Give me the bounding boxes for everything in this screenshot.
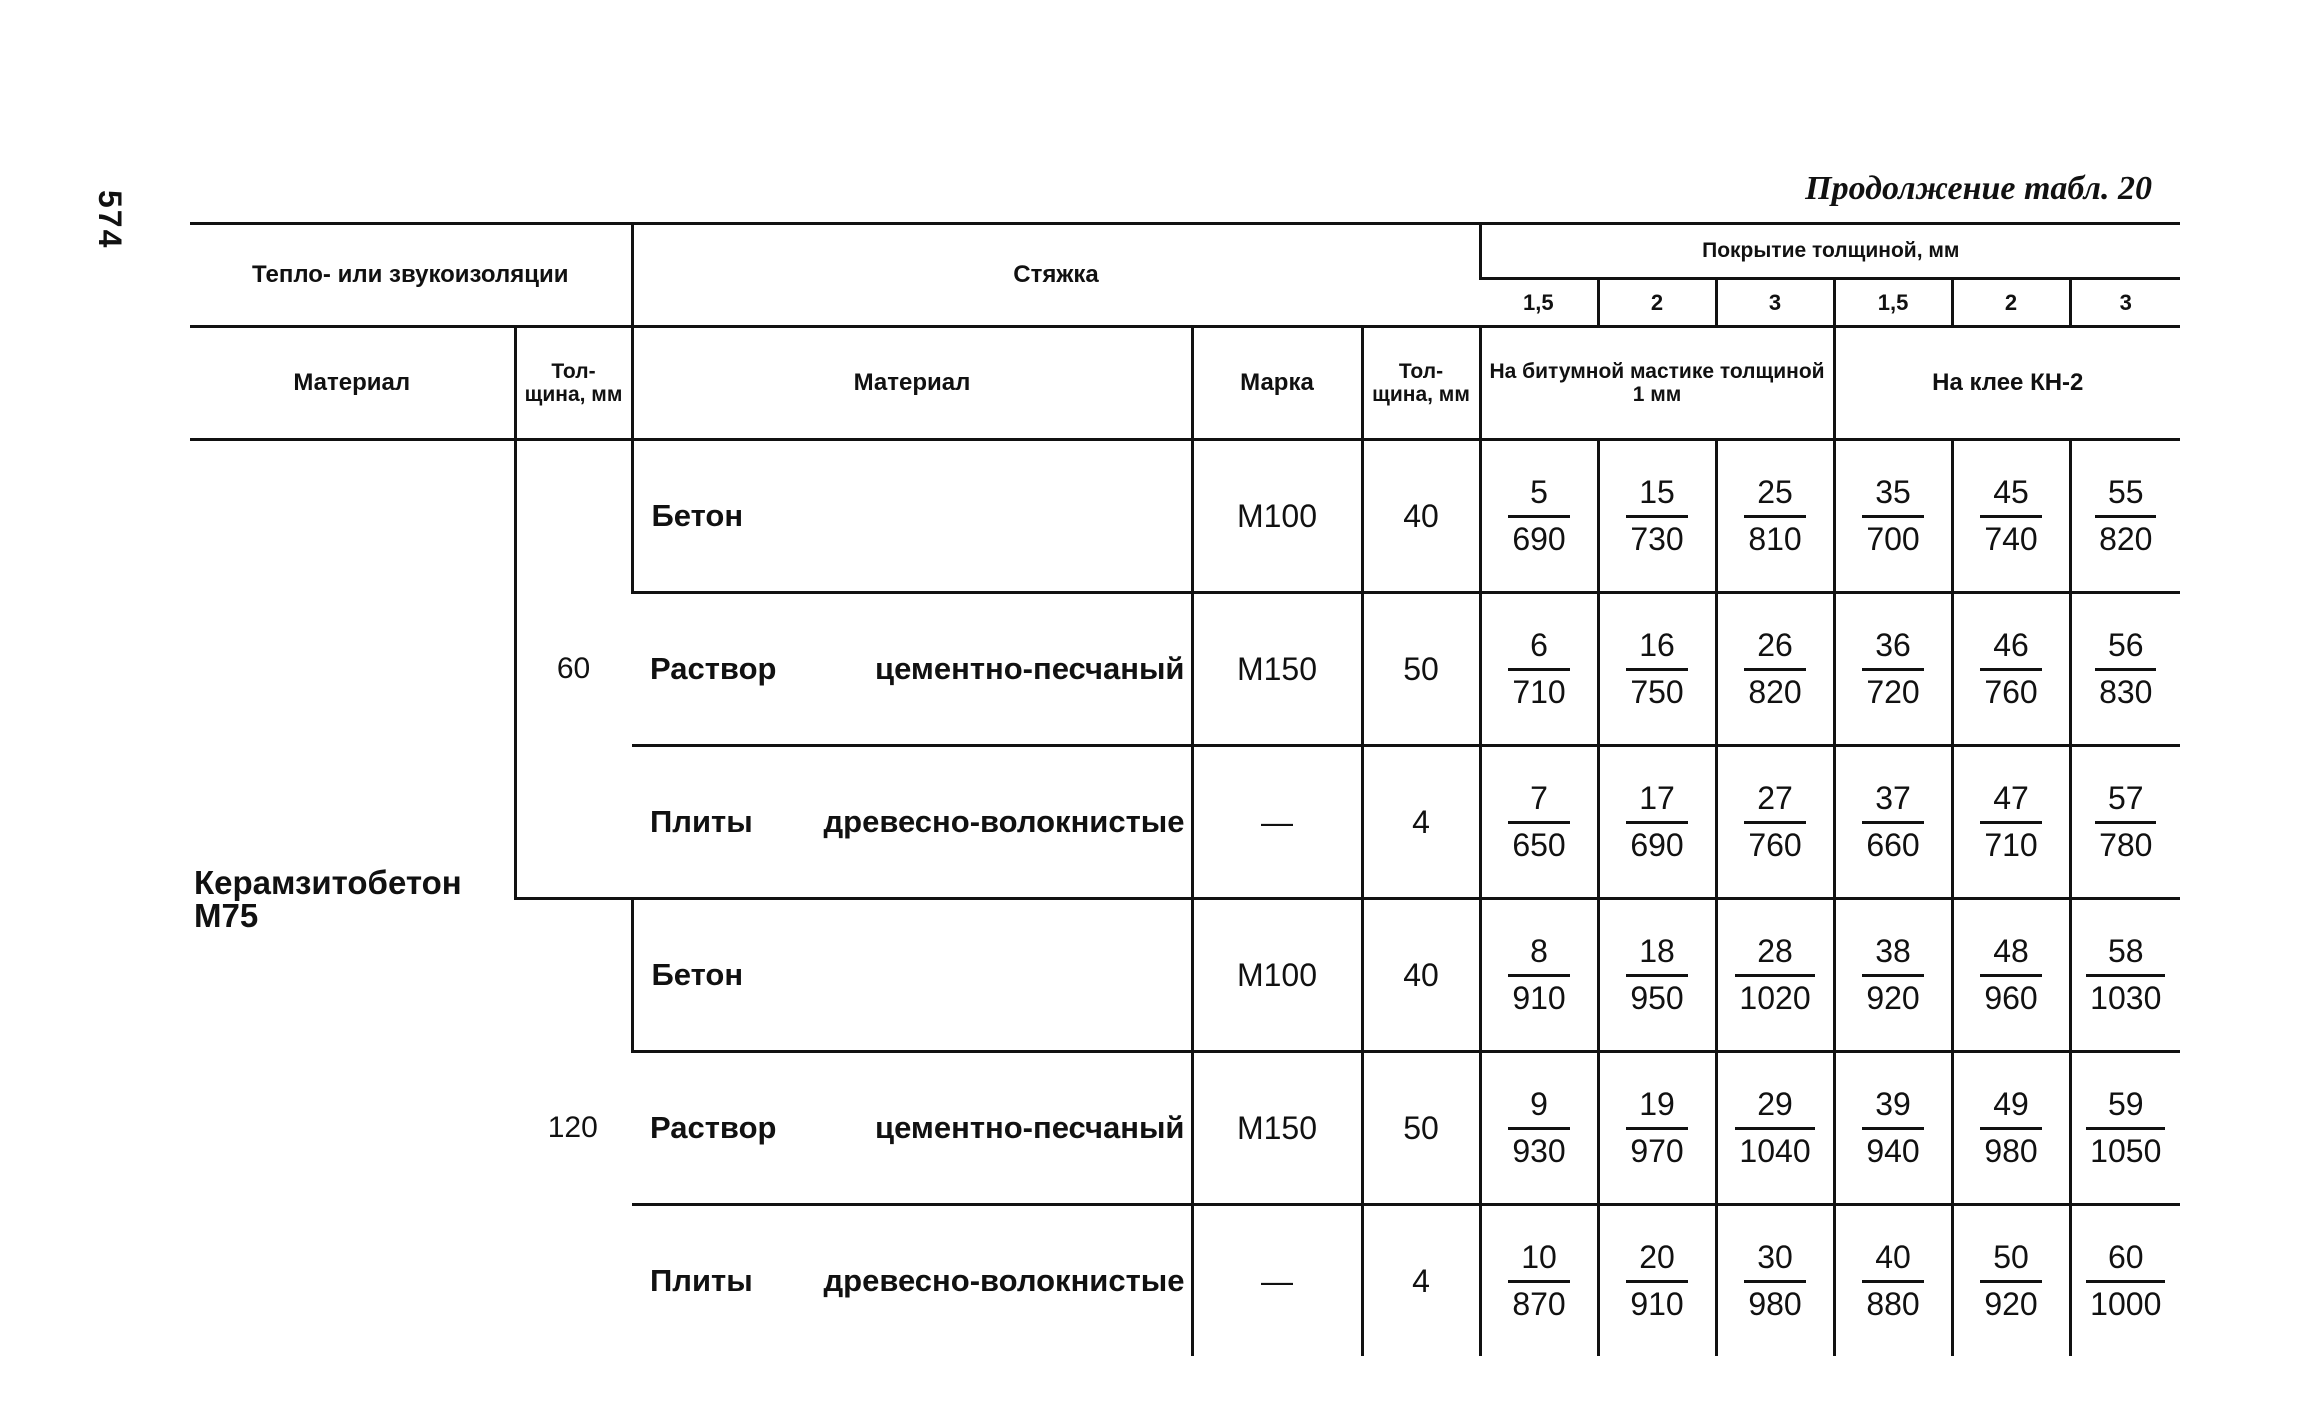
fraction-numerator: 48 xyxy=(1980,934,2041,977)
screed-material-cell xyxy=(632,899,1192,1052)
fraction-denominator: 730 xyxy=(1630,520,1684,557)
fraction xyxy=(1744,1240,1805,1323)
fraction-numerator: 40 xyxy=(1862,1240,1923,1283)
fraction-denominator: 930 xyxy=(1512,1132,1566,1169)
fraction-numerator: 35 xyxy=(1862,475,1923,518)
header-coating-thickness: 3 xyxy=(1716,279,1834,327)
fraction-numerator: 20 xyxy=(1626,1240,1687,1283)
fraction-denominator: 960 xyxy=(1984,979,2038,1016)
fraction-denominator: 980 xyxy=(1748,1285,1802,1322)
screed-grade-cell: — xyxy=(1192,746,1362,899)
fraction xyxy=(1735,1087,1814,1170)
insulation-material-cell: Керамзитобетон М75 xyxy=(190,440,515,1357)
header-screed-group: Стяжка xyxy=(632,224,1480,327)
fraction xyxy=(1980,934,2041,1017)
fraction-denominator: 1050 xyxy=(2090,1132,2162,1169)
fraction-denominator: 690 xyxy=(1512,520,1566,557)
fraction-cell xyxy=(1952,899,2070,1052)
fraction xyxy=(1862,628,1923,711)
fraction xyxy=(1508,1087,1569,1170)
fraction-denominator: 880 xyxy=(1866,1285,1920,1322)
fraction-numerator: 8 xyxy=(1508,934,1569,977)
fraction-denominator: 970 xyxy=(1630,1132,1684,1169)
screed-grade-cell: М100 xyxy=(1192,440,1362,593)
header-coating-thickness: 1,5 xyxy=(1480,279,1598,327)
fraction xyxy=(1626,1087,1687,1170)
screed-thickness-cell: 40 xyxy=(1362,899,1480,1052)
header-coating-thickness: 2 xyxy=(1952,279,2070,327)
fraction xyxy=(1508,781,1569,864)
screed-thickness-cell: 50 xyxy=(1362,593,1480,746)
fraction-numerator: 37 xyxy=(1862,781,1923,824)
screed-material-name: Раствор xyxy=(650,1110,777,1145)
header-bitumen-mastic: На битумной мастике толщиной 1 мм xyxy=(1480,327,1834,440)
screed-grade-cell: М150 xyxy=(1192,593,1362,746)
fraction-numerator: 56 xyxy=(2095,628,2156,671)
fraction-numerator: 17 xyxy=(1626,781,1687,824)
fraction xyxy=(1980,475,2041,558)
screed-material-qualifier: древесно-волокнистые xyxy=(823,804,1185,839)
fraction-cell xyxy=(1834,746,1952,899)
fraction xyxy=(2086,1087,2165,1170)
fraction xyxy=(1626,781,1687,864)
fraction-cell xyxy=(1480,899,1598,1052)
fraction-cell xyxy=(1598,746,1716,899)
fraction-numerator: 15 xyxy=(1626,475,1687,518)
fraction-denominator: 710 xyxy=(1512,673,1566,710)
fraction xyxy=(1508,475,1569,558)
fraction-numerator: 5 xyxy=(1508,475,1569,518)
fraction-denominator: 740 xyxy=(1984,520,2038,557)
fraction-cell xyxy=(1716,746,1834,899)
screed-material-cell xyxy=(632,440,1192,593)
fraction-numerator: 7 xyxy=(1508,781,1569,824)
fraction-numerator: 19 xyxy=(1626,1087,1687,1130)
fraction-denominator: 690 xyxy=(1630,826,1684,863)
fraction-cell xyxy=(2070,1205,2180,1357)
fraction-denominator: 710 xyxy=(1984,826,2038,863)
fraction-numerator: 18 xyxy=(1626,934,1687,977)
header-insulation-material: Материал xyxy=(190,327,515,440)
screed-grade-cell: М100 xyxy=(1192,899,1362,1052)
screed-material-cell xyxy=(632,593,1192,746)
fraction-cell xyxy=(1834,1052,1952,1205)
screed-material-name: Плиты xyxy=(650,804,753,839)
fraction-numerator: 25 xyxy=(1744,475,1805,518)
fraction-numerator: 9 xyxy=(1508,1087,1569,1130)
fraction-numerator: 50 xyxy=(1980,1240,2041,1283)
fraction-cell xyxy=(2070,746,2180,899)
fraction-cell xyxy=(1598,899,1716,1052)
fraction xyxy=(1862,475,1923,558)
fraction-cell xyxy=(1716,1052,1834,1205)
fraction-numerator: 26 xyxy=(1744,628,1805,671)
fraction-cell xyxy=(2070,440,2180,593)
fraction-cell xyxy=(1480,1205,1598,1357)
fraction-denominator: 1040 xyxy=(1739,1132,1811,1169)
fraction-cell xyxy=(2070,899,2180,1052)
header-insulation-group: Тепло- или звукоизоляции xyxy=(190,224,632,327)
screed-thickness-cell: 50 xyxy=(1362,1052,1480,1205)
fraction-numerator: 58 xyxy=(2086,934,2165,977)
header-coating-thickness: 3 xyxy=(2070,279,2180,327)
insulation-thickness-cell: 120 xyxy=(515,899,632,1357)
fraction-cell xyxy=(1716,1205,1834,1357)
fraction-denominator: 910 xyxy=(1512,979,1566,1016)
fraction xyxy=(1508,628,1569,711)
fraction xyxy=(1735,934,1814,1017)
screed-material-cell xyxy=(632,1052,1192,1205)
fraction-cell xyxy=(1716,440,1834,593)
fraction-denominator: 910 xyxy=(1630,1285,1684,1322)
screed-thickness-cell: 4 xyxy=(1362,746,1480,899)
fraction-cell xyxy=(1952,1205,2070,1357)
header-row-groups xyxy=(190,224,2180,279)
fraction xyxy=(1862,1240,1923,1323)
screed-grade-cell: М150 xyxy=(1192,1052,1362,1205)
fraction-denominator: 650 xyxy=(1512,826,1566,863)
header-screed-grade: Марка xyxy=(1192,327,1362,440)
fraction-numerator: 46 xyxy=(1980,628,2041,671)
fraction-denominator: 820 xyxy=(2099,520,2153,557)
screed-thickness-cell: 4 xyxy=(1362,1205,1480,1357)
page-number: 574 xyxy=(92,190,128,250)
screed-material-cell xyxy=(632,746,1192,899)
fraction-cell xyxy=(1480,746,1598,899)
fraction xyxy=(1508,934,1569,1017)
fraction xyxy=(2086,1240,2165,1323)
fraction-numerator: 29 xyxy=(1735,1087,1814,1130)
fraction-denominator: 660 xyxy=(1866,826,1920,863)
fraction-cell xyxy=(1598,593,1716,746)
header-coating-thickness: 1,5 xyxy=(1834,279,1952,327)
fraction xyxy=(2095,781,2156,864)
fraction-denominator: 760 xyxy=(1748,826,1802,863)
fraction xyxy=(1862,781,1923,864)
fraction-cell xyxy=(1598,1052,1716,1205)
screed-material-qualifier: цементно-песчаный xyxy=(875,1110,1185,1145)
screed-material-cell xyxy=(632,1205,1192,1357)
fraction xyxy=(1744,781,1805,864)
fraction xyxy=(2086,934,2165,1017)
fraction xyxy=(1980,781,2041,864)
fraction-numerator: 55 xyxy=(2095,475,2156,518)
header-coating-group: Покрытие толщиной, мм xyxy=(1480,224,2180,279)
fraction xyxy=(2095,475,2156,558)
fraction-denominator: 720 xyxy=(1866,673,1920,710)
screed-material-qualifier: цементно-песчаный xyxy=(875,651,1185,686)
screed-material-qualifier: древесно-волокнистые xyxy=(823,1263,1185,1298)
fraction-cell xyxy=(1834,899,1952,1052)
header-kn2-glue: На клее КН-2 xyxy=(1834,327,2180,440)
data-table xyxy=(190,222,2180,1356)
fraction-denominator: 750 xyxy=(1630,673,1684,710)
table-row xyxy=(190,440,2180,593)
header-screed-thickness: Тол-щина, мм xyxy=(1362,327,1480,440)
fraction xyxy=(1744,475,1805,558)
fraction-denominator: 760 xyxy=(1984,673,2038,710)
fraction-cell xyxy=(1598,1205,1716,1357)
fraction xyxy=(1744,628,1805,711)
fraction xyxy=(1980,1087,2041,1170)
fraction-denominator: 870 xyxy=(1512,1285,1566,1322)
screed-material-name: Бетон xyxy=(651,498,744,533)
fraction-numerator: 27 xyxy=(1744,781,1805,824)
header-row-columns xyxy=(190,327,2180,440)
fraction-denominator: 1030 xyxy=(2090,979,2162,1016)
fraction-cell xyxy=(1952,593,2070,746)
fraction-denominator: 820 xyxy=(1748,673,1802,710)
fraction-numerator: 16 xyxy=(1626,628,1687,671)
fraction-denominator: 920 xyxy=(1984,1285,2038,1322)
fraction-denominator: 920 xyxy=(1866,979,1920,1016)
fraction-numerator: 47 xyxy=(1980,781,2041,824)
fraction xyxy=(1508,1240,1569,1323)
fraction xyxy=(1980,628,2041,711)
fraction-numerator: 38 xyxy=(1862,934,1923,977)
fraction-numerator: 59 xyxy=(2086,1087,2165,1130)
fraction-cell xyxy=(1716,593,1834,746)
screed-grade-cell: — xyxy=(1192,1205,1362,1357)
fraction xyxy=(2095,628,2156,711)
fraction-cell xyxy=(1952,1052,2070,1205)
fraction xyxy=(1626,934,1687,1017)
header-coating-thickness: 2 xyxy=(1598,279,1716,327)
fraction-cell xyxy=(1716,899,1834,1052)
fraction-denominator: 950 xyxy=(1630,979,1684,1016)
fraction-denominator: 940 xyxy=(1866,1132,1920,1169)
fraction-numerator: 60 xyxy=(2086,1240,2165,1283)
fraction-cell xyxy=(1834,1205,1952,1357)
fraction-numerator: 49 xyxy=(1980,1087,2041,1130)
insulation-thickness-cell: 60 xyxy=(515,440,632,899)
fraction-cell xyxy=(1952,440,2070,593)
fraction-denominator: 700 xyxy=(1866,520,1920,557)
fraction-cell xyxy=(1480,593,1598,746)
fraction-numerator: 57 xyxy=(2095,781,2156,824)
fraction-numerator: 6 xyxy=(1508,628,1569,671)
fraction-cell xyxy=(2070,593,2180,746)
fraction-numerator: 28 xyxy=(1735,934,1814,977)
fraction-cell xyxy=(1480,440,1598,593)
fraction-numerator: 36 xyxy=(1862,628,1923,671)
fraction-denominator: 830 xyxy=(2099,673,2153,710)
fraction xyxy=(1626,1240,1687,1323)
fraction xyxy=(1862,934,1923,1017)
header-screed-material: Материал xyxy=(632,327,1192,440)
fraction xyxy=(1626,628,1687,711)
fraction-denominator: 810 xyxy=(1748,520,1802,557)
fraction-cell xyxy=(1480,1052,1598,1205)
fraction xyxy=(1626,475,1687,558)
fraction-cell xyxy=(1952,746,2070,899)
fraction xyxy=(1980,1240,2041,1323)
fraction-denominator: 980 xyxy=(1984,1132,2038,1169)
fraction-denominator: 780 xyxy=(2099,826,2153,863)
fraction-cell xyxy=(2070,1052,2180,1205)
fraction-denominator: 1020 xyxy=(1739,979,1811,1016)
table-continuation-label: Продолжение табл. 20 xyxy=(1805,170,2152,207)
fraction-numerator: 30 xyxy=(1744,1240,1805,1283)
fraction-denominator: 1000 xyxy=(2090,1285,2162,1322)
fraction-cell xyxy=(1834,593,1952,746)
screed-material-name: Бетон xyxy=(651,957,744,992)
fraction-numerator: 10 xyxy=(1508,1240,1569,1283)
fraction-cell xyxy=(1834,440,1952,593)
fraction-cell xyxy=(1598,440,1716,593)
fraction-numerator: 45 xyxy=(1980,475,2041,518)
screed-material-name: Плиты xyxy=(650,1263,753,1298)
fraction-numerator: 39 xyxy=(1862,1087,1923,1130)
screed-material-name: Раствор xyxy=(650,651,777,686)
header-insulation-thickness: Тол-щина, мм xyxy=(515,327,632,440)
screed-thickness-cell: 40 xyxy=(1362,440,1480,593)
fraction xyxy=(1862,1087,1923,1170)
